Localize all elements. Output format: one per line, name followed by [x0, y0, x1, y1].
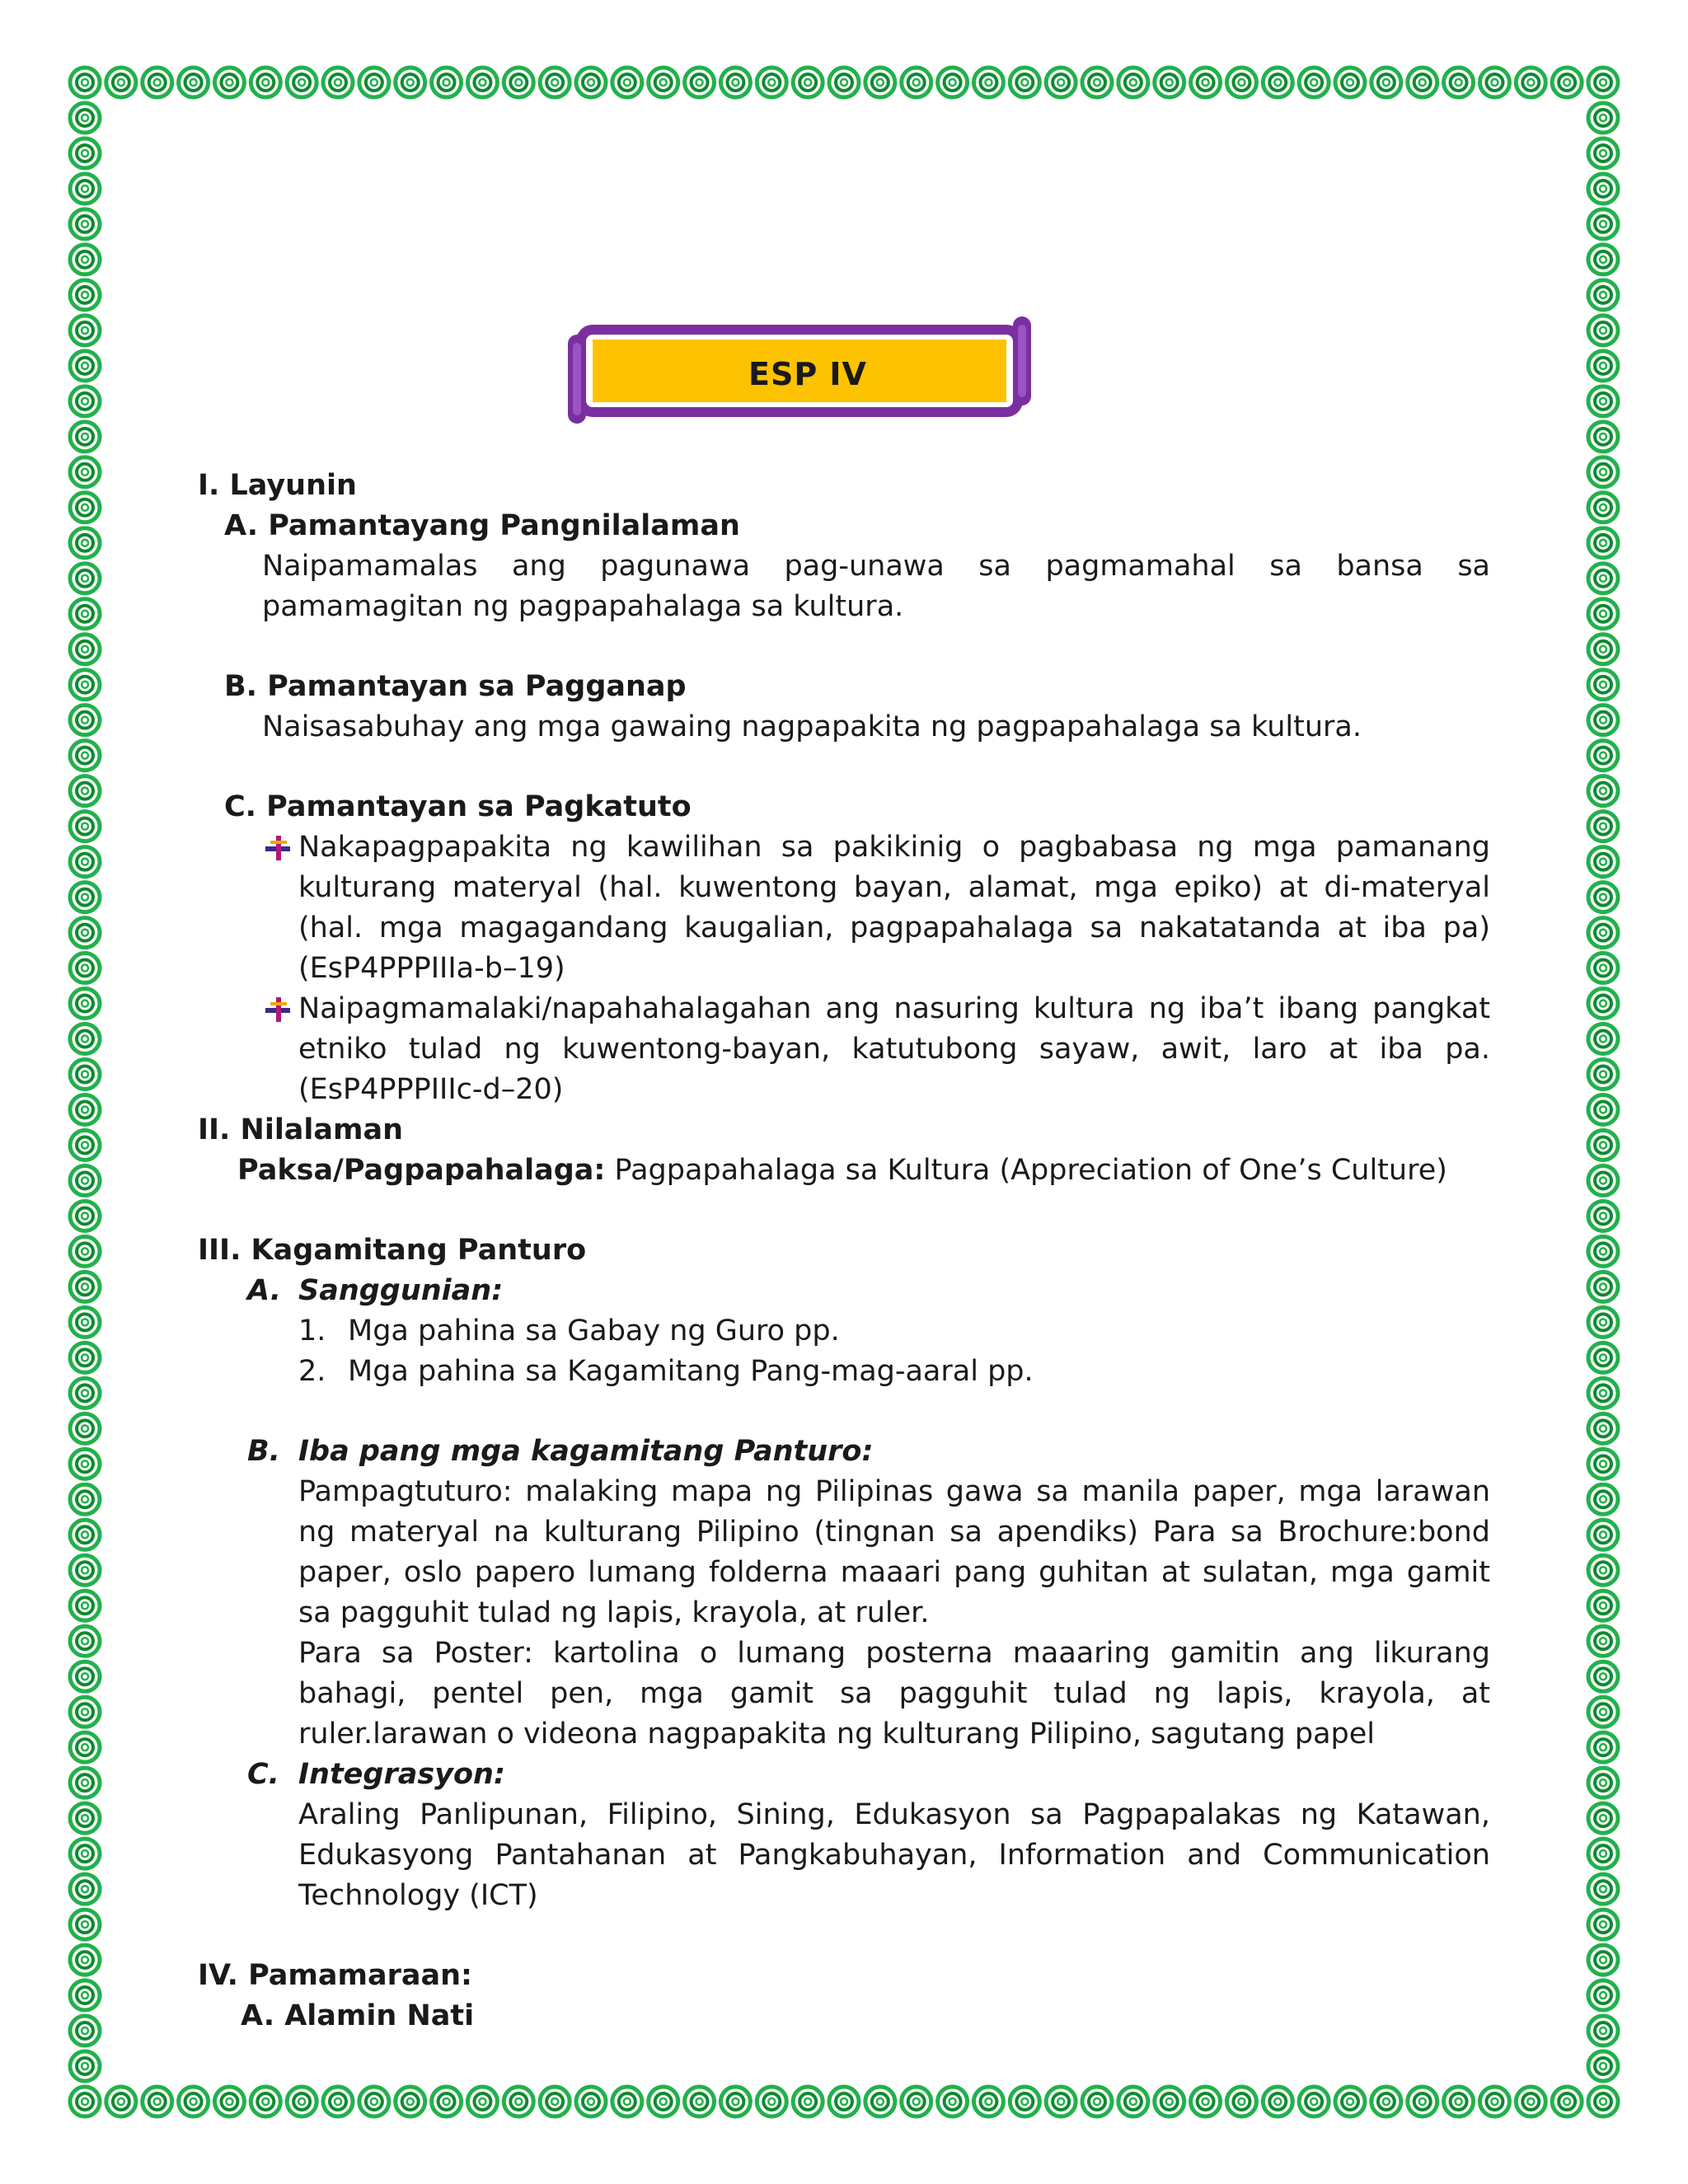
border-ring [70, 2087, 100, 2116]
border-ring [1588, 776, 1618, 806]
border-ring [70, 705, 100, 735]
section-nilalaman-title: II. Nilalaman [198, 1113, 404, 1146]
border-ring [70, 1874, 100, 1904]
border-ring [1335, 2087, 1365, 2116]
border-ring [1588, 174, 1618, 204]
border-ring [70, 1060, 100, 1090]
paksa-label: Paksa/Pagpapahalaga: [237, 1154, 606, 1187]
border-ring [70, 68, 100, 97]
border-ring [576, 68, 606, 97]
border-ring [70, 1343, 100, 1372]
border-ring [757, 2087, 786, 2116]
border-ring [1118, 2087, 1148, 2116]
border-ring [1588, 954, 1618, 983]
border-ring [143, 68, 172, 97]
border-ring [1588, 635, 1618, 664]
border-ring [70, 209, 100, 239]
pamantayan-sa-pagganap-heading: B. Pamantayan sa Pagganap [224, 670, 687, 703]
border-ring [467, 68, 497, 97]
border-ring [1588, 1130, 1618, 1160]
border-ring [287, 68, 316, 97]
border-ring [1588, 2051, 1618, 2081]
border-ring [793, 2087, 823, 2116]
border-ring [1299, 2087, 1329, 2116]
border-ring [70, 1413, 100, 1443]
border-ring [1588, 1910, 1618, 1939]
border-ring [1118, 68, 1148, 97]
border-ring [1191, 2087, 1221, 2116]
border-ring [973, 68, 1003, 97]
border-ring [612, 2087, 642, 2116]
border-ring [214, 68, 244, 97]
border-ring [720, 2087, 750, 2116]
border-ring [1588, 528, 1618, 558]
border-ring [1082, 68, 1112, 97]
border-ring [1588, 1484, 1618, 1514]
border-ring [70, 1094, 100, 1124]
pamantayang-pangnilalaman-text: Naipamamalas ang pagunawa pag-unawa sa pagmamahal sa bansa sa pamamagitan ng pagpapahalaga sa kultura. [262, 550, 1490, 623]
border-ring [179, 2087, 209, 2116]
competency-1-text: Nakapagpapakita ng kawilihan sa pakikinig o pagbabasa ng mga pamanang kulturang materyal (hal. kuwentong bayan, alamat, mga epiko) at di-materyal (hal. mga magagandang kaugalian, pagpapahalaga sa nakatatanda at iba pa) (EsP4PPPIIIa-b–19) [298, 831, 1490, 985]
border-ring [938, 68, 968, 97]
border-ring [70, 103, 100, 133]
sanggunian-heading: A. Sanggunian: [247, 1274, 504, 1307]
border-ring [70, 1945, 100, 1975]
border-ring [1588, 1343, 1618, 1372]
border-ring [70, 1980, 100, 2010]
border-ring [1588, 1060, 1618, 1090]
border-ring [1588, 1697, 1618, 1727]
border-ring [106, 68, 136, 97]
border-ring [359, 68, 389, 97]
border-ring [1588, 741, 1618, 771]
border-ring [1588, 847, 1618, 877]
border-ring [70, 1378, 100, 1408]
border-ring [1588, 68, 1618, 97]
border-ring [1588, 1272, 1618, 1301]
border-ring [1082, 2087, 1112, 2116]
border-ring [1588, 1378, 1618, 1408]
border-ring [1588, 493, 1618, 523]
integrasyon-text: Araling Panlipunan, Filipino, Sining, Edukasyon sa Pagpapalakas ng Katawan, Edukasyong Pantahanan at Pangkabuhayan, Information and Communication Technology (ICT) [298, 1798, 1490, 1912]
border-ring [70, 528, 100, 558]
border-ring [323, 68, 353, 97]
lesson-plan-content [198, 466, 1490, 2036]
border-ring [1588, 1768, 1618, 1797]
border-ring [287, 2087, 316, 2116]
competency-2-text: Naipagmamalaki/napahahalagahan ang nasuring kultura ng iba’t ibang pangkat etniko tulad ng kuwentong-bayan, katutubong sayaw, awit, laro at iba pa. (EsP4PPPIIIc-d–20) [298, 992, 1490, 1106]
border-ring [70, 245, 100, 274]
border-ring [1588, 1661, 1618, 1691]
section-kagamitang-panturo-title: III. Kagamitang Panturo [198, 1234, 587, 1267]
border-ring [1010, 68, 1039, 97]
border-ring [70, 316, 100, 345]
border-ring [70, 1555, 100, 1585]
border-ring [1588, 1980, 1618, 2010]
border-ring [1588, 1449, 1618, 1479]
border-ring [1155, 2087, 1184, 2116]
border-ring [1552, 68, 1582, 97]
border-ring [396, 2087, 425, 2116]
plus-bullet-icon [264, 997, 292, 1022]
border-ring [70, 989, 100, 1019]
border-ring [70, 635, 100, 664]
border-ring [720, 68, 750, 97]
border-ring [179, 68, 209, 97]
list-item [198, 989, 1490, 1110]
pamantayang-pangnilalaman-heading: A. Pamantayang Pangnilalaman [224, 509, 740, 542]
border-ring [70, 351, 100, 381]
border-ring [467, 2087, 497, 2116]
border-ring [70, 1697, 100, 1727]
border-ring [70, 599, 100, 629]
pamantayan-sa-pagganap-text: Naisasabuhay ang mga gawaing nagpapakita ng pagpapahalaga sa kultura. [262, 710, 1362, 743]
paksa-value: Pagpapahalaga sa Kultura (Appreciation of One’s Culture) [614, 1154, 1447, 1187]
border-ring [70, 918, 100, 948]
border-ring [576, 2087, 606, 2116]
iba-pang-kagamitan-heading: B. Iba pang mga kagamitang Panturo: [247, 1435, 874, 1468]
border-ring [70, 1661, 100, 1691]
border-ring [793, 68, 823, 97]
border-ring [1588, 1413, 1618, 1443]
border-ring [902, 2087, 931, 2116]
border-ring [70, 883, 100, 912]
poster-paragraph: Para sa Poster: kartolina o lumang posterna maaaring gamitin ang likurang bahagi, pentel pen, mga gamit sa pagguhit tulad ng lapis, krayola, at ruler.larawan o videona nagpapakita ng kulturang Pilipino, sagutang papel [298, 1637, 1490, 1750]
border-ring [1588, 1732, 1618, 1762]
border-ring [1588, 351, 1618, 381]
border-ring [1010, 2087, 1039, 2116]
integrasyon-heading: C. Integrasyon: [247, 1758, 505, 1791]
border-ring [1226, 2087, 1256, 2116]
border-ring [70, 1732, 100, 1762]
border-ring [70, 1130, 100, 1160]
border-ring [70, 174, 100, 204]
pampagtuturo-paragraph: Pampagtuturo: malaking mapa ng Pilipinas gawa sa manila paper, mga larawan ng materyal na kulturang Pilipino (tingnan sa apendiks) Para sa Brochure:bond paper, oslo papero lumang folderna maaari pang guhitan at sulatan, mga gamit sa pagguhit tulad ng lapis, krayola, at ruler. [298, 1475, 1490, 1629]
list-item: 2. Mga pahina sa Kagamitang Pang-mag-aaral pp. [298, 1355, 1034, 1388]
border-ring [1588, 1874, 1618, 1904]
border-ring [1588, 316, 1618, 345]
border-ring [1444, 2087, 1474, 2116]
border-ring [70, 1591, 100, 1620]
border-ring [612, 68, 642, 97]
border-ring [359, 2087, 389, 2116]
border-ring [1588, 1945, 1618, 1975]
border-ring [757, 68, 786, 97]
border-ring [540, 68, 570, 97]
pamantayan-sa-pagkatuto-heading: C. Pamantayan sa Pagkatuto [224, 790, 692, 823]
border-ring [214, 2087, 244, 2116]
border-ring [1552, 2087, 1582, 2116]
border-ring [70, 2016, 100, 2046]
border-ring [251, 2087, 280, 2116]
border-ring [70, 1626, 100, 1656]
border-ring [1588, 1626, 1618, 1656]
border-ring [1588, 564, 1618, 593]
border-ring [70, 1520, 100, 1549]
list-item: 1. Mga pahina sa Gabay ng Guro pp. [298, 1315, 840, 1347]
border-ring [1588, 1165, 1618, 1195]
border-ring [504, 68, 533, 97]
border-ring [1408, 2087, 1437, 2116]
border-ring [1588, 2016, 1618, 2046]
border-ring [1588, 670, 1618, 700]
border-ring [1588, 883, 1618, 912]
border-ring [1226, 68, 1256, 97]
border-ring [70, 812, 100, 841]
border-ring [938, 2087, 968, 2116]
border-ring [1588, 387, 1618, 416]
border-ring [1588, 812, 1618, 841]
border-ring [902, 68, 931, 97]
document-title: ESP IV [748, 356, 867, 392]
border-ring [973, 2087, 1003, 2116]
border-ring [1588, 1520, 1618, 1549]
border-ring [649, 2087, 678, 2116]
border-ring [251, 68, 280, 97]
border-ring [1046, 2087, 1076, 2116]
border-ring [70, 1236, 100, 1266]
border-ring [70, 1484, 100, 1514]
border-ring [1155, 68, 1184, 97]
border-ring [1588, 2087, 1618, 2116]
border-ring [70, 1024, 100, 1054]
section-layunin-title: I. Layunin [198, 469, 357, 502]
border-ring [1588, 1236, 1618, 1266]
border-ring [1335, 68, 1365, 97]
border-ring [1588, 1555, 1618, 1585]
border-ring [504, 2087, 533, 2116]
border-ring [323, 2087, 353, 2116]
border-ring [1588, 245, 1618, 274]
border-ring [1372, 68, 1401, 97]
border-ring [70, 741, 100, 771]
border-ring [1408, 68, 1437, 97]
border-ring [1516, 68, 1545, 97]
border-ring [829, 68, 859, 97]
border-ring [1588, 422, 1618, 452]
border-ring [70, 776, 100, 806]
border-ring [1444, 68, 1474, 97]
border-ring [1588, 599, 1618, 629]
border-ring [70, 387, 100, 416]
border-ring [106, 2087, 136, 2116]
border-ring [829, 2087, 859, 2116]
border-ring [1588, 989, 1618, 1019]
border-ring [685, 68, 715, 97]
border-ring [1191, 68, 1221, 97]
border-ring [865, 2087, 895, 2116]
border-ring [1479, 2087, 1509, 2116]
border-ring [70, 138, 100, 168]
border-ring [70, 1839, 100, 1868]
border-ring [1479, 68, 1509, 97]
border-ring [70, 493, 100, 523]
border-ring [1588, 103, 1618, 133]
border-ring [865, 68, 895, 97]
border-ring [70, 1803, 100, 1833]
paksa-line [237, 1151, 1490, 1191]
border-ring [1588, 1094, 1618, 1124]
border-ring [540, 2087, 570, 2116]
border-ring [1588, 1024, 1618, 1054]
alamin-nati-heading: A. Alamin Nati [241, 1999, 475, 2032]
border-ring [70, 564, 100, 593]
border-ring [1588, 209, 1618, 239]
border-ring [70, 422, 100, 452]
border-ring [70, 1768, 100, 1797]
border-ring [396, 68, 425, 97]
border-ring [1588, 1803, 1618, 1833]
border-ring [70, 1165, 100, 1195]
border-ring [70, 280, 100, 310]
border-ring [1263, 68, 1292, 97]
plus-bullet-icon [264, 836, 292, 860]
border-ring [70, 954, 100, 983]
border-ring [1299, 68, 1329, 97]
border-ring [70, 457, 100, 487]
border-ring [1588, 457, 1618, 487]
border-ring [1263, 2087, 1292, 2116]
border-ring [1588, 138, 1618, 168]
border-ring [685, 2087, 715, 2116]
border-ring [432, 2087, 462, 2116]
border-ring [1516, 2087, 1545, 2116]
border-ring [70, 1272, 100, 1301]
border-ring [1588, 280, 1618, 310]
border-ring [1588, 1307, 1618, 1337]
border-ring [432, 68, 462, 97]
border-ring [1588, 1839, 1618, 1868]
border-ring [1372, 2087, 1401, 2116]
list-item [198, 827, 1490, 989]
border-ring [1588, 1591, 1618, 1620]
border-ring [1588, 705, 1618, 735]
border-ring [143, 2087, 172, 2116]
border-ring [70, 1449, 100, 1479]
border-ring [70, 670, 100, 700]
border-ring [1046, 68, 1076, 97]
border-ring [70, 2051, 100, 2081]
border-ring [70, 1201, 100, 1230]
section-pamamaraan-title: IV. Pamamaraan: [198, 1959, 472, 1992]
border-ring [70, 847, 100, 877]
border-ring [1588, 918, 1618, 948]
border-ring [1588, 1201, 1618, 1230]
border-ring [70, 1910, 100, 1939]
border-ring [649, 68, 678, 97]
border-ring [70, 1307, 100, 1337]
